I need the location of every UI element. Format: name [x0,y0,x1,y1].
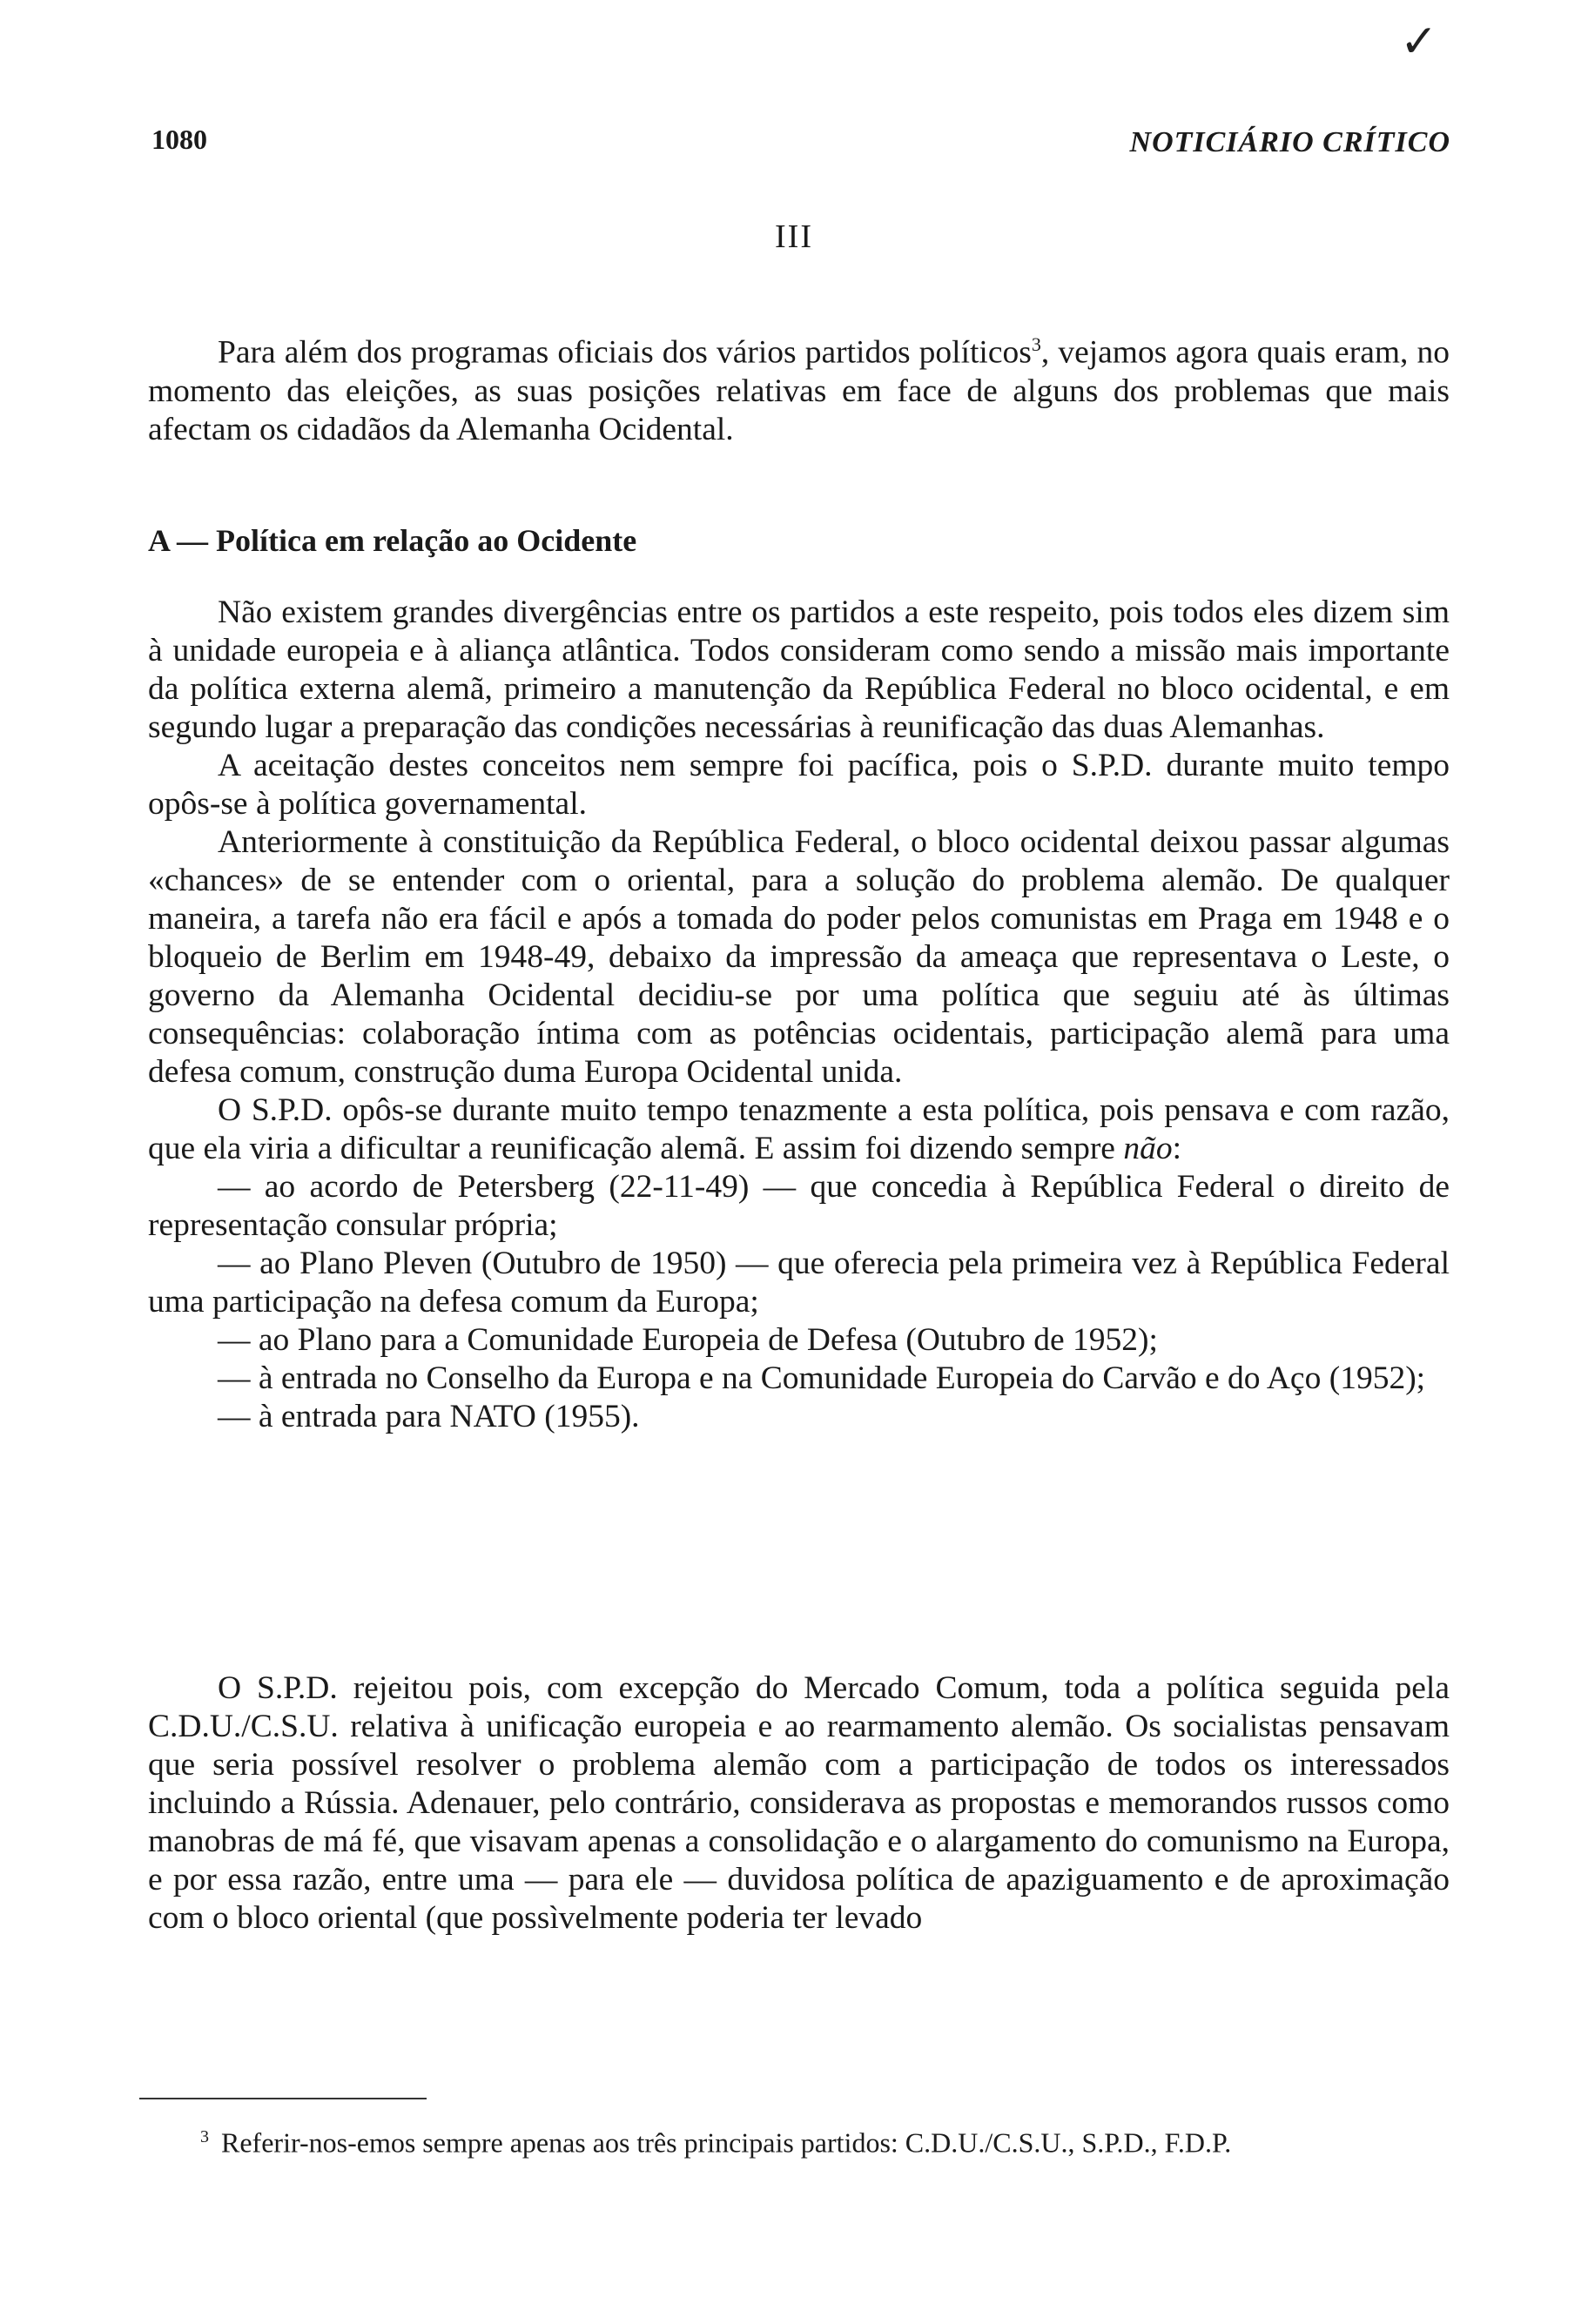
intro-paragraph [148,326,1450,449]
subsection-a-body [148,594,1450,1436]
paragraph: A aceitação destes conceitos nem sempre foi pacífica, pois o S.P.D. durante muito tempo opôs-se à política governamental. [148,748,1450,822]
running-head: NOTICIÁRIO CRÍTICO [1129,126,1450,158]
intro-text-continued: , vejamos agora quais eram, no momento das eleições, as suas posições relativas em face de alguns dos problemas que mais afectam os cidadãos da Alemanha Ocidental. [148,334,1450,447]
footnote-divider [139,2098,427,2099]
footnote [148,2120,1450,2159]
closing-paragraph: O S.P.D. rejeitou pois, com excepção do Mercado Comum, toda a política seguida pela C.D.U./C.S.U. relativa à unificação europeia e ao rearmamento alemão. Os socialistas pensavam que seria possível resolver o problema alemão com a participação de todos os interessados incluindo a Rússia. Adenauer, pelo contrário, considerava as propostas e memorandos russos como manobras de má fé, que visavam apenas a consolidação e o alargamento do comunismo na Europa, e por essa razão, entre uma — para ele — duvidosa política de apaziguamento e de aproximação com o bloco oriental (que possìvelmente poderia ter levado [148,1670,1450,1936]
paragraph: Anteriormente à constituição da República Federal, o bloco ocidental deixou passar algumas «chances» de se entender com o oriental, para a solução do problema alemão. De qualquer maneira, a tarefa não era fácil e após a tomada do poder pelos comunistas em Praga em 1948 e o bloqueio de Berlim em 1948-49, debaixo da impressão da ameaça que representava o Leste, o governo da Alemanha Ocidental decidiu-se por uma política que seguiu até às últimas consequências: colaboração íntima com as potências ocidentais, participação alemã para uma defesa comum, construção duma Europa Ocidental unida. [148,824,1450,1090]
spd-text: O S.P.D. opôs-se durante muito tempo tenazmente a esta política, pois pensava e com razão, que ela viria a dificultar a reunificação alemã. E assim foi dizendo sempre [148,1092,1450,1166]
section-number: III [775,218,813,255]
dash-list-item: — ao Plano Pleven (Outubro de 1950) — que oferecia pela primeira vez à República Federal uma participação na defesa comum da Europa; [148,1246,1450,1320]
check-mark-icon: ✓ [1400,16,1438,68]
footnote-text: Referir-nos-emos sempre apenas aos três principais partidos: C.D.U./C.S.U., S.P.D., F.D.P. [221,2126,1232,2159]
dash-list-item: — ao Plano para a Comunidade Europeia de Defesa (Outubro de 1952); [218,1322,1158,1358]
page-number: 1080 [151,124,207,155]
footnote-reference[interactable]: 3 [1031,333,1041,355]
emphasis-nao: não [1123,1131,1173,1166]
dash-list-item: — à entrada no Conselho da Europa e na Comunidade Europeia do Carvão e do Aço (1952); [218,1360,1426,1396]
footnote-mark: 3 [200,2127,209,2146]
dash-list-item: — ao acordo de Petersberg (22-11-49) — que concedia à República Federal o direito de representação consular própria; [148,1169,1450,1243]
subsection-heading: A — Política em relação ao Ocidente [148,523,637,558]
spd-paragraph [148,1091,1450,1168]
intro-block [148,326,1450,449]
paragraph: Não existem grandes divergências entre os partidos a este respeito, pois todos eles dizem sim à unidade europeia e à aliança atlântica. Todos consideram como sendo a missão mais importante da política externa alemã, primeiro a manutenção da República Federal no bloco ocidental, e em segundo lugar a preparação das condições necessárias à reunificação das duas Alemanhas. [148,594,1450,745]
spd-text-end: : [1172,1131,1182,1166]
intro-text: Para além dos programas oficiais dos vários partidos políticos [218,334,1032,371]
dash-list-item: — à entrada para NATO (1955). [218,1399,640,1434]
closing-block [148,1669,1450,1938]
